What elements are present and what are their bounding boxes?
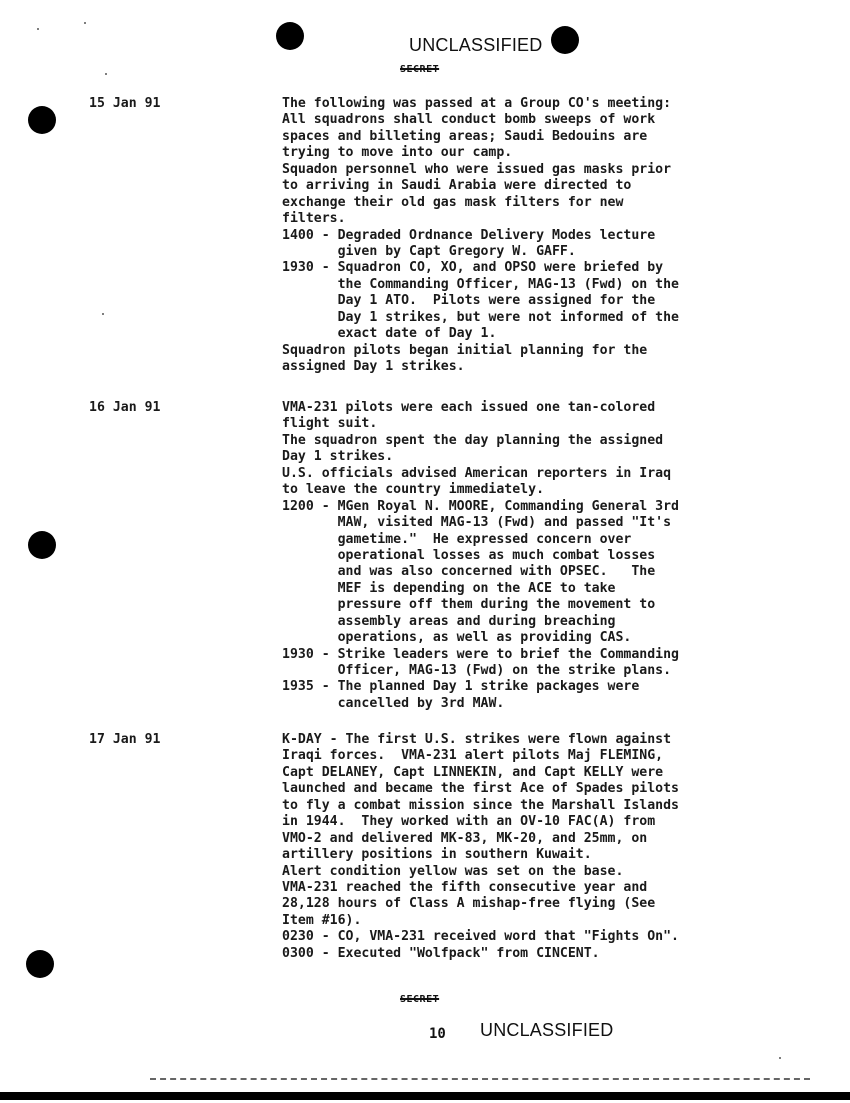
header-secret-mark: SECRET xyxy=(400,64,440,75)
entry-date: 15 Jan 91 xyxy=(89,96,161,111)
punch-hole xyxy=(28,106,56,134)
page-bottom-edge xyxy=(0,1092,850,1100)
item-separator: - xyxy=(313,260,338,276)
timed-item xyxy=(282,647,842,680)
footer-secret-mark: SECRET xyxy=(400,994,440,1005)
entry-text-line: to leave the country immediately. xyxy=(282,482,545,498)
entry-date: 16 Jan 91 xyxy=(89,400,161,415)
scan-speck xyxy=(105,73,107,75)
item-text-line: Day 1 ATO. Pilots were assigned for the xyxy=(337,293,656,309)
scan-dashed-line xyxy=(150,1078,810,1080)
item-description xyxy=(338,228,842,261)
item-time: 1935 xyxy=(282,679,314,695)
item-text-line: exact date of Day 1. xyxy=(337,326,497,342)
item-separator: - xyxy=(313,646,338,662)
item-text-line: Strike leaders were to brief the Commanding xyxy=(337,646,679,662)
punch-hole xyxy=(26,950,54,978)
entry-text-line: VMA-231 pilots were each issued one tan-colored xyxy=(282,400,656,415)
timed-item xyxy=(282,679,842,712)
item-text-line: the Commanding Officer, MAG-13 (Fwd) on the xyxy=(337,276,679,292)
entry-text-line: Day 1 strikes. xyxy=(282,449,394,465)
entry-text-line: artillery positions in southern Kuwait. xyxy=(282,847,592,863)
page-number: 10 xyxy=(429,1026,446,1042)
item-description xyxy=(338,647,842,680)
entry-date: 17 Jan 91 xyxy=(89,732,161,747)
entry-body xyxy=(282,732,842,962)
entry-body xyxy=(282,96,842,375)
entry-text-line: Item #16). xyxy=(282,912,362,928)
footer-classification: UNCLASSIFIED xyxy=(480,1020,614,1040)
item-text-line: given by Capt Gregory W. GAFF. xyxy=(337,243,576,259)
entry-text-line: The following was passed at a Group CO's meeting: xyxy=(282,96,672,111)
item-text-line: assembly areas and during breaching xyxy=(337,613,616,629)
item-text-line: MEF is depending on the ACE to take xyxy=(337,580,616,596)
entry-text-line: to fly a combat mission since the Marshall Islands xyxy=(282,797,679,813)
item-text-line: Officer, MAG-13 (Fwd) on the strike plans. xyxy=(337,663,672,678)
entry-text-line: VMA-231 reached the fifth consecutive year and xyxy=(282,879,648,895)
item-separator: - xyxy=(313,227,338,243)
item-text-line: Day 1 strikes, but were not informed of the xyxy=(337,309,679,325)
item-time: 1930 xyxy=(282,646,314,662)
entry-text-line: VMO-2 and delivered MK-83, MK-20, and 25mm, on xyxy=(282,830,648,846)
item-time: 1400 xyxy=(282,227,314,243)
item-text-line: The planned Day 1 strike packages were xyxy=(337,679,640,695)
item-separator: - xyxy=(313,679,338,695)
item-text-line: Squadron CO, XO, and OPSO were briefed by xyxy=(337,260,664,276)
entry-text-line: K-DAY - The first U.S. strikes were flown against xyxy=(282,732,672,747)
timed-item xyxy=(282,228,842,261)
item-description xyxy=(338,499,842,647)
item-text-line: cancelled by 3rd MAW. xyxy=(337,695,505,711)
entry-text-line: Capt DELANEY, Capt LINNEKIN, and Capt KELLY were xyxy=(282,764,664,780)
entry-text-line: U.S. officials advised American reporters in Iraq xyxy=(282,465,672,481)
item-time: 1200 xyxy=(282,498,314,514)
entry-text-line: assigned Day 1 strikes. xyxy=(282,359,465,374)
item-description xyxy=(338,260,842,342)
entry-text-line: spaces and billeting areas; Saudi Bedouins are xyxy=(282,128,648,144)
punch-hole xyxy=(276,22,304,50)
item-text-line: and was also concerned with OPSEC. The xyxy=(337,564,656,580)
entry-text-line: launched and became the first Ace of Spades pilots xyxy=(282,781,679,797)
scan-speck xyxy=(84,22,86,24)
scan-speck xyxy=(37,28,39,30)
entry-text-line: The squadron spent the day planning the assigned xyxy=(282,432,664,448)
entry-text-line: in 1944. They worked with an OV-10 FAC(A) from xyxy=(282,814,656,830)
item-text-line: MGen Royal N. MOORE, Commanding General 3rd xyxy=(337,498,679,514)
item-text-line: gametime." He expressed concern over xyxy=(337,531,632,547)
entry-body xyxy=(282,400,842,712)
entry-text-line: All squadrons shall conduct bomb sweeps of work xyxy=(282,112,656,128)
entry-text-line: exchange their old gas mask filters for new xyxy=(282,194,624,210)
punch-hole xyxy=(551,26,579,54)
item-text-line: operations, as well as providing CAS. xyxy=(337,630,632,646)
item-text-line: pressure off them during the movement to xyxy=(337,597,656,613)
entry-text-line: Alert condition yellow was set on the base. xyxy=(282,863,624,879)
punch-hole xyxy=(28,531,56,559)
item-description xyxy=(338,679,842,712)
entry-text-line: to arriving in Saudi Arabia were directed to xyxy=(282,178,632,194)
item-text-line: operational losses as much combat losses xyxy=(337,547,656,563)
entry-text-line: Squadon personnel who were issued gas masks prior xyxy=(282,161,672,177)
item-time: 1930 xyxy=(282,260,314,276)
item-text-line: MAW, visited MAG-13 (Fwd) and passed "It's xyxy=(337,515,672,531)
scan-speck xyxy=(102,313,104,315)
scan-speck xyxy=(779,1057,781,1059)
item-text-line: Degraded Ordnance Delivery Modes lecture xyxy=(337,227,656,243)
entry-text-line: 0300 - Executed "Wolfpack" from CINCENT. xyxy=(282,945,600,961)
entry-text-line: Iraqi forces. VMA-231 alert pilots Maj FLEMING, xyxy=(282,748,664,764)
entry-text-line: 28,128 hours of Class A mishap-free flying (See xyxy=(282,896,656,912)
entry-text-line: trying to move into our camp. xyxy=(282,145,513,161)
timed-item xyxy=(282,499,842,647)
entry-text-line: 0230 - CO, VMA-231 received word that "Fights On". xyxy=(282,929,679,945)
header-classification: UNCLASSIFIED xyxy=(409,35,543,55)
entry-text-line: filters. xyxy=(282,211,346,227)
entry-text-line: Squadron pilots began initial planning for the xyxy=(282,342,648,358)
entry-text-line: flight suit. xyxy=(282,416,378,432)
item-separator: - xyxy=(313,498,338,514)
timed-item xyxy=(282,260,842,342)
